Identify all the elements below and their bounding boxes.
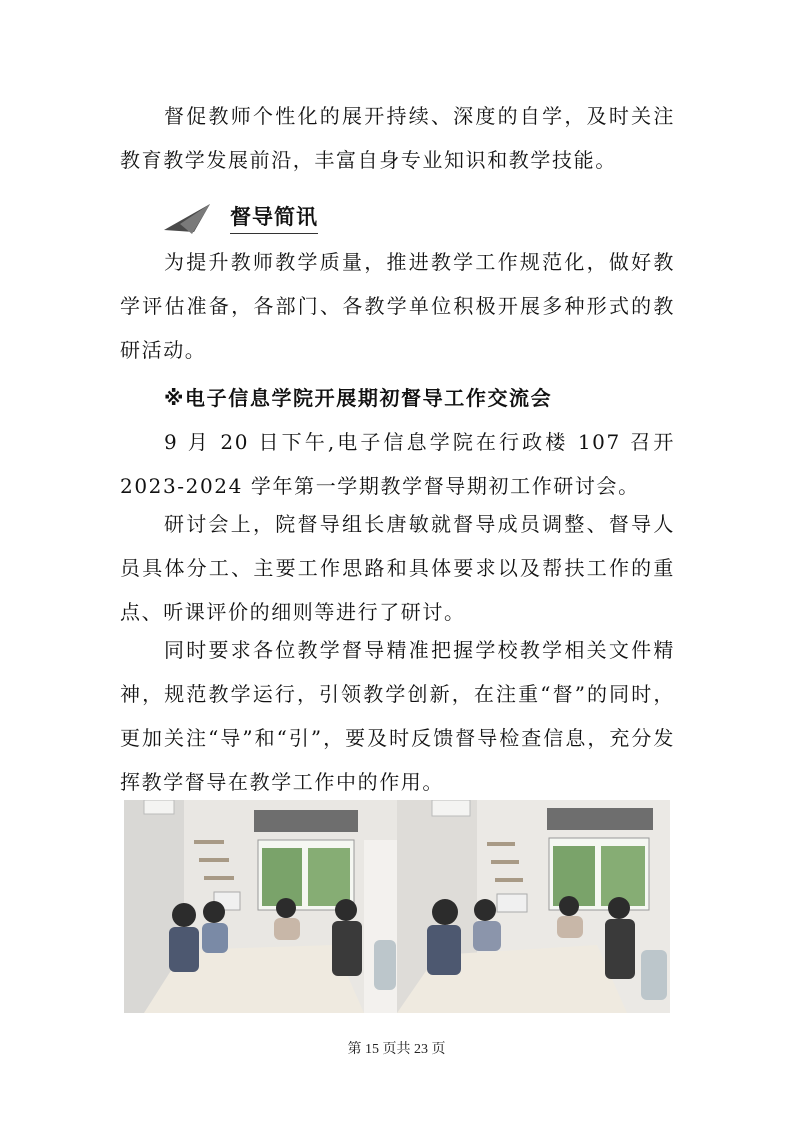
meeting-photo-left (124, 800, 397, 1013)
section-title: 督导简讯 (230, 201, 318, 234)
page-number: 第 15 页共 23 页 (347, 1042, 446, 1057)
intro-paragraph: 督促教师个性化的展开持续、深度的自学，及时关注教育教学发展前沿，丰富自身专业知识和教学技能。 (120, 104, 675, 172)
news-paragraph-discussion: 研讨会上，院督导组长唐敏就督导成员调整、督导人员具体分工、主要工作思路和具体要求以及帮扶工作的重点、听课评价的细则等进行了研讨。 (120, 512, 675, 624)
news-paragraph-requirements: 同时要求各位教学督导精准把握学校教学相关文件精神，规范教学运行，引领教学创新，在注重“督”的同时，更加关注“导”和“引”，要及时反馈督导检查信息，充分发挥教学督导在教学工作中的作用。 (120, 638, 675, 794)
paper-plane-icon (164, 200, 212, 234)
section-heading (164, 197, 318, 237)
meeting-photo-right (397, 800, 670, 1013)
overview-paragraph: 为提升教师教学质量，推进教学工作规范化，做好教学评估准备，各部门、各教学单位积极开展多种形式的教研活动。 (120, 250, 675, 362)
news-paragraph-date: 9 月 20 日下午,电子信息学院在行政楼 107 召开 2023-2024 学年第一学期教学督导期初工作研讨会。 (120, 430, 675, 498)
subsection-title: ※电子信息学院开展期初督导工作交流会 (164, 386, 553, 410)
meeting-photos (124, 800, 670, 1013)
